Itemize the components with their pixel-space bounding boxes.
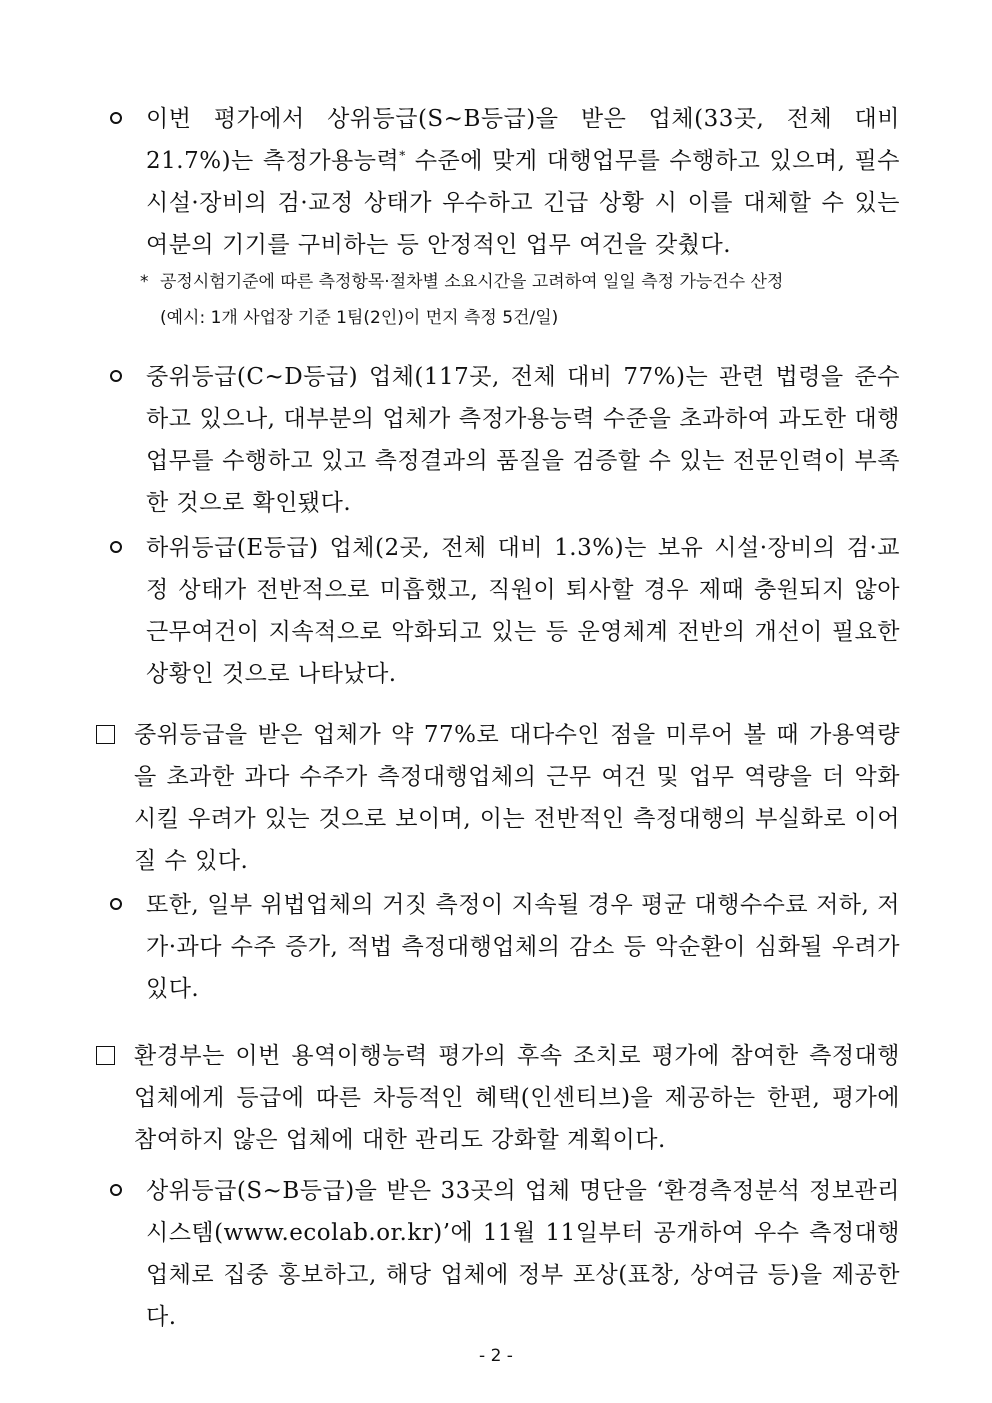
paragraph-text: 환경부는 이번 용역이행능력 평가의 후속 조치로 평가에 참여한 측정대행업체에게 등급에 따른 차등적인 혜택(인센티브)을 제공하는 한편, 평가에 참여하지 않은 업체에 대한 관리도 강화할 계획이다. [134, 1043, 900, 1153]
bullet-item-middle-grade [110, 356, 900, 524]
paragraph-text: 이번 평가에서 상위등급(S~B등급)을 받은 업체(33곳, 전체 대비 21.7%)는 측정가용능력* 수준에 맞게 대행업무를 수행하고 있으며, 필수 시설·장비의 검·교정 상태가 우수하고 긴급 상황 시 이를 대체할 수 있는 여분의 기기를 구비하는 등 안정적인 업무 여건을 갖췄다. [146, 106, 900, 258]
circle-bullet-icon [110, 1184, 122, 1196]
bullet-item-publication [110, 1170, 900, 1338]
circle-bullet-icon [110, 112, 122, 124]
section-item-follow-up [96, 1035, 900, 1161]
paragraph-text: 중위등급을 받은 업체가 약 77%로 대다수인 점을 미루어 볼 때 가용역량을 초과한 과다 수주가 측정대행업체의 근무 여건 및 업무 역량을 더 악화시킬 우려가 있는 것으로 보이며, 이는 전반적인 측정대행의 부실화로 이어질 수 있다. [134, 722, 900, 874]
bullet-item-upper-grade [110, 98, 900, 266]
circle-bullet-icon [110, 541, 122, 553]
bullet-item-lower-grade [110, 527, 900, 695]
circle-bullet-icon [110, 898, 122, 910]
square-bullet-icon [96, 725, 115, 744]
paragraph-text: 또한, 일부 위법업체의 거짓 측정이 지속될 경우 평균 대행수수료 저하, 저가·과다 수주 증가, 적법 측정대행업체의 감소 등 악순환이 심화될 우려가 있다. [146, 892, 900, 1002]
footnote: * 공정시험기준에 따른 측정항목·절차별 소요시간을 고려하여 일일 측정 가능건수 산정 (예시: 1개 사업장 기준 1팀(2인)이 먼지 측정 5건/일) [140, 264, 900, 336]
page-number: - 2 - [479, 1346, 513, 1366]
paragraph-text: 하위등급(E등급) 업체(2곳, 전체 대비 1.3%)는 보유 시설·장비의 검·교정 상태가 전반적으로 미흡했고, 직원이 퇴사할 경우 제때 충원되지 않아 근무여건이 지속적으로 악화되고 있는 등 운영체계 전반의 개선이 필요한 상황인 것으로 나타났다. [146, 535, 900, 687]
section-item-middle-grade-concern [96, 714, 900, 882]
bullet-item-illegal-measurement [110, 884, 900, 1010]
paragraph-text: 상위등급(S~B등급)을 받은 33곳의 업체 명단을 ‘환경측정분석 정보관리시스템(www.ecolab.or.kr)’에 11월 11일부터 공개하여 우수 측정대행업체로 집중 홍보하고, 해당 업체에 정부 포상(표창, 상여금 등)을 제공한다. [146, 1178, 900, 1330]
paragraph-text: 중위등급(C~D등급) 업체(117곳, 전체 대비 77%)는 관련 법령을 준수하고 있으나, 대부분의 업체가 측정가용능력 수준을 초과하여 과도한 대행업무를 수행하고 있고 측정결과의 품질을 검증할 수 있는 전문인력이 부족한 것으로 확인됐다. [146, 364, 900, 516]
square-bullet-icon [96, 1046, 115, 1065]
footnote-marker: * [140, 272, 149, 292]
circle-bullet-icon [110, 370, 122, 382]
